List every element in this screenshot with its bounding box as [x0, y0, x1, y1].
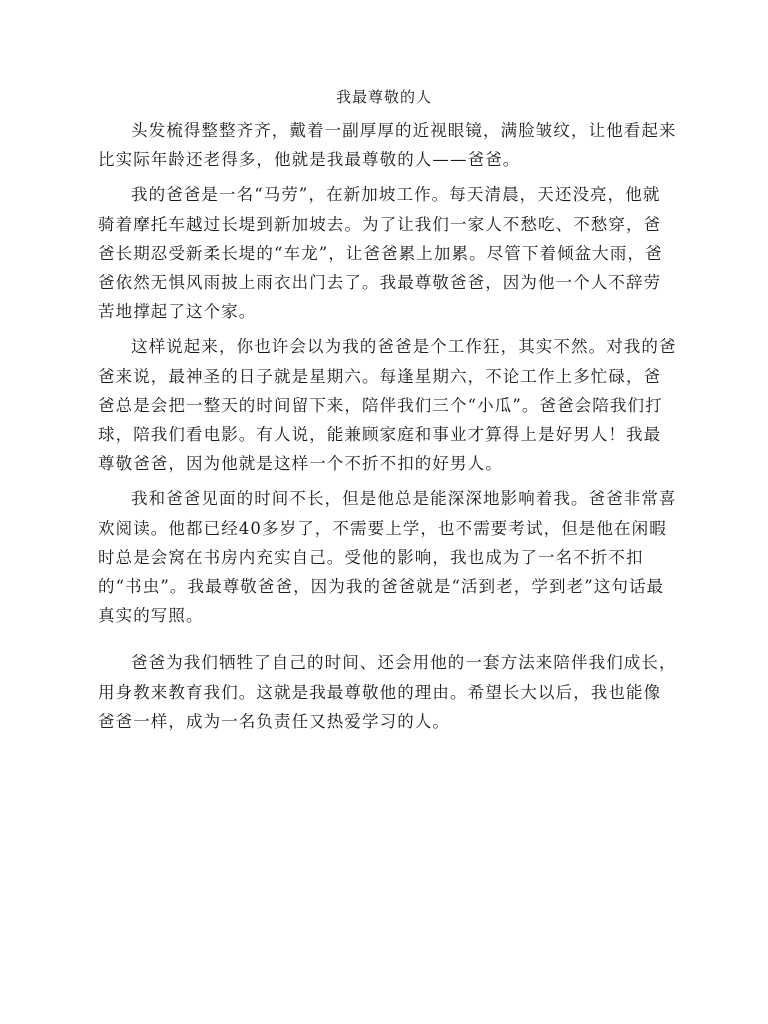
paragraph-2: 我的爸爸是一名“马劳”，在新加坡工作。每天清晨，天还没亮，他就骑着摩托车越过长堤到新加坡去。为了让我们一家人不愁吃、不愁穿，爸爸长期忍受新柔长堤的“车龙”，让爸爸累上加累。尽管下着倾盆大雨，爸爸依然无惧风雨披上雨衣出门去了。我最尊敬爸爸，因为他一个人不辞劳苦地撑起了这个家。	[98, 185, 663, 322]
essay-title: 我最尊敬的人	[335, 88, 432, 106]
paragraph-5: 爸爸为我们牺牲了自己的时间、还会用他的一套方法来陪伴我们成长，用身教来教育我们。这就是我最尊敬他的理由。希望长大以后，我也能像爸爸一样，成为一名负责任又热爱学习的人。	[98, 653, 677, 731]
paragraph-3: 这样说起来，你也许会以为我的爸爸是个工作狂，其实不然。对我的爸爸来说，最神圣的日子就是星期六。每逢星期六，不论工作上多忙碌，爸爸总是会把一整天的时间留下来，陪伴我们三个“小瓜”。爸爸会陪我们打球，陪我们看电影。有人说，能兼顾家庭和事业才算得上是好男人！我最尊敬爸爸，因为他就是这样一个不折不扣的好男人。	[98, 337, 677, 474]
paragraph-4: 我和爸爸见面的时间不长，但是他总是能深深地影响着我。爸爸非常喜欢阅读。他都已经40多岁了，不需要上学，也不需要考试，但是他在闲暇时总是会窝在书房内充实自己。受他的影响，我也成为了一名不折不扣的“书虫”。我最尊敬爸爸，因为我的爸爸就是“活到老，学到老”这句话最真实的写照。	[98, 489, 677, 626]
essay-body	[98, 116, 678, 736]
paragraph-1: 头发梳得整整齐齐，戴着一副厚厚的近视眼镜，满脸皱纹，让他看起来比实际年龄还老得多，他就是我最尊敬的人——爸爸。	[98, 121, 677, 170]
